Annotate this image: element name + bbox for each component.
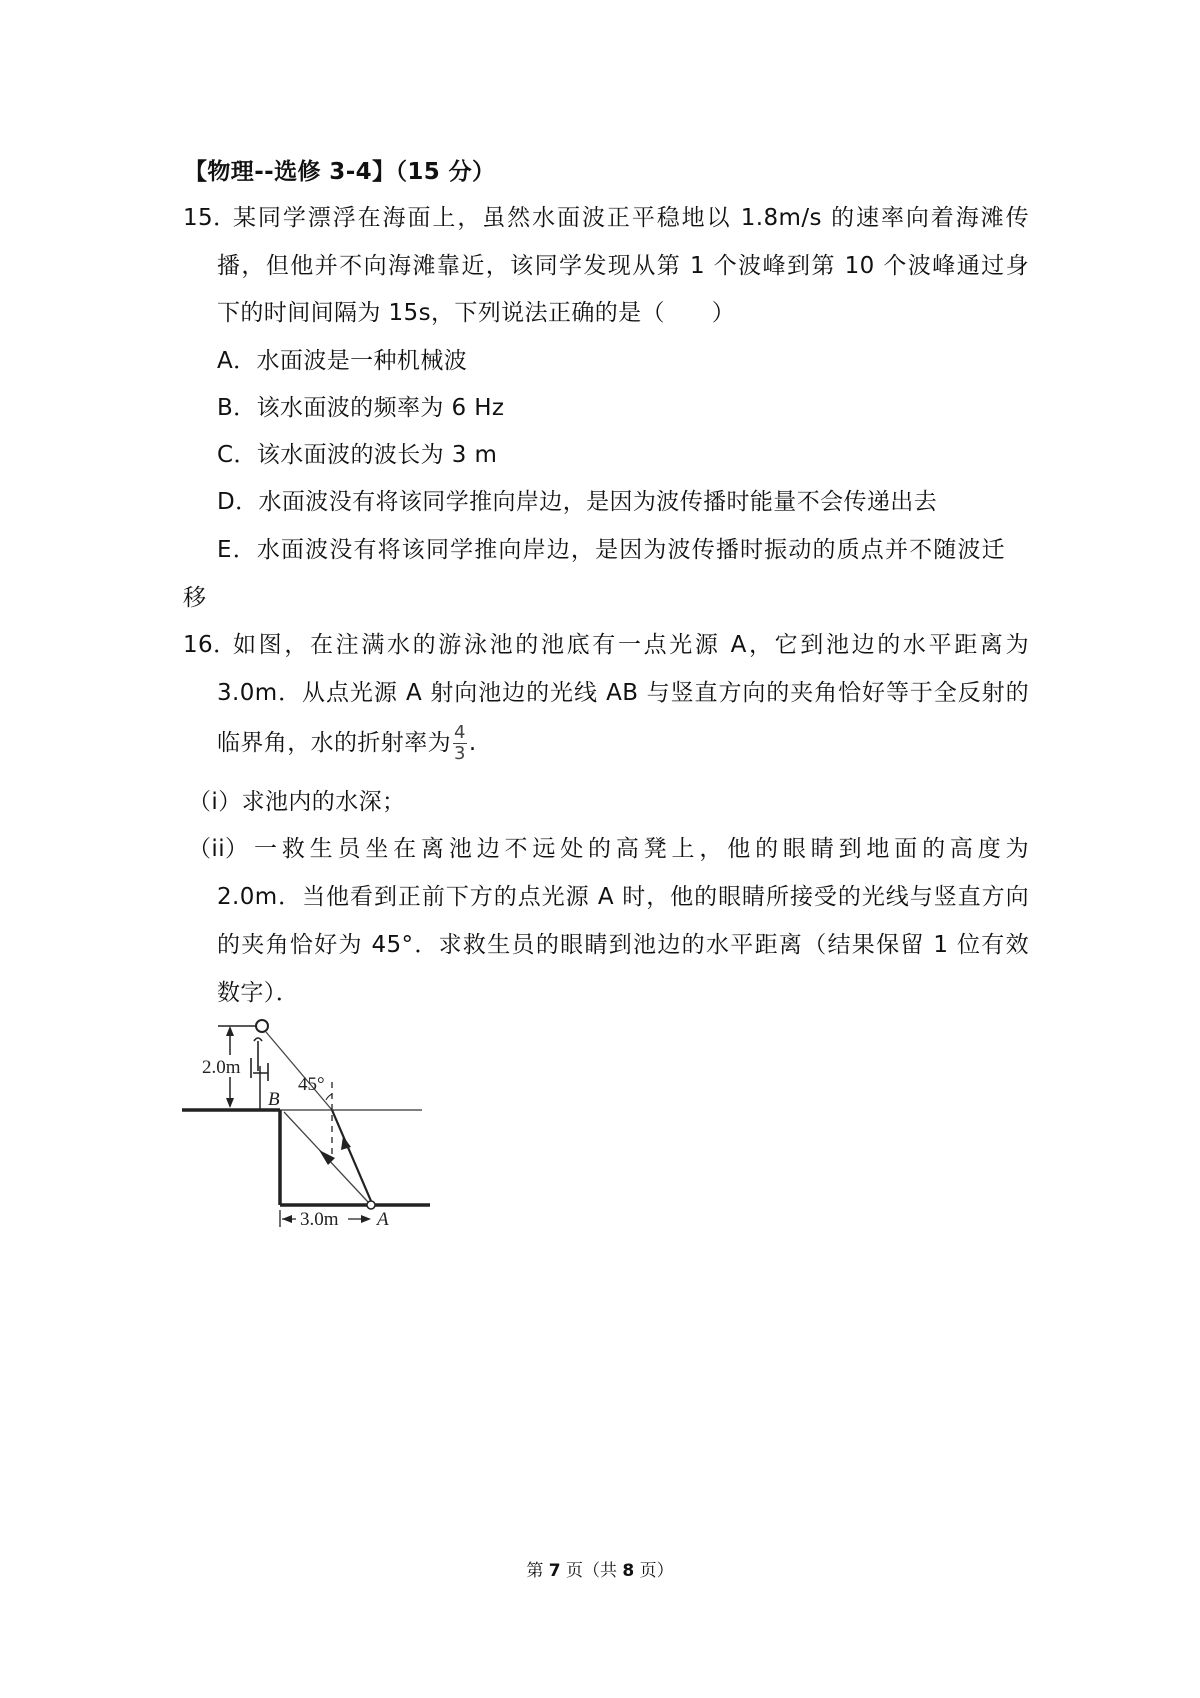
height-label: 2.0m [202,1057,241,1078]
q16-stem-line-3-prefix: 临界角，水的折射率为 [217,730,451,756]
angle-arc [326,1094,332,1100]
q16-stem-line-2: 3.0m．从点光源 A 射向池边的光线 AB 与竖直方向的夹角恰好等于全反射的 [217,680,1029,706]
footer-prefix: 第 [526,1561,544,1581]
height-arrow-up [226,1026,234,1036]
q15-stem-line-1: 某同学漂浮在海面上，虽然水面波正平稳地以 1.8m/s 的速率向着海滩传 [233,205,1029,231]
q16-part-ii-line-1: 一救生员坐在离池边不远处的高凳上，他的眼睛到地面的高度为 [254,836,1029,862]
q16-part-ii-line-4: 数字）． [217,980,300,1006]
footer-suffix: 页） [639,1561,674,1581]
section-heading-points: （15 分） [395,159,496,185]
q15-option-a: A．水面波是一种机械波 [217,348,468,374]
point-b-label: B [268,1089,280,1110]
q15-stem-line-2: 播，但他并不向海滩靠近，该同学发现从第 1 个波峰到第 10 个波峰通过身 [217,253,1029,279]
q15-option-e-line-2: 移 [183,585,207,611]
q16-stem-line-3-suffix: . [468,730,477,756]
q16-part-ii-label: （ii） [188,836,249,862]
q15-option-c: C．该水面波的波长为 3 m [217,442,498,468]
q15-number: 15． [183,205,237,231]
footer-page-number: 7 [548,1561,561,1581]
light-source-a-marker [367,1201,375,1209]
q15-option-b: B．该水面波的频率为 6 Hz [217,395,505,421]
q16-part-ii-line-3: 的夹角恰好为 45°．求救生员的眼睛到池边的水平距离（结果保留 1 位有效 [217,932,1029,958]
page-footer [0,1560,1200,1582]
lifeguard-eye-icon [256,1020,268,1032]
point-a-label: A [377,1209,389,1230]
section-heading [184,157,495,187]
footer-total-pages: 8 [622,1561,635,1581]
q16-stem-line-1: 如图，在注满水的游泳池的池底有一点光源 A，它到池边的水平距离为 [233,632,1029,658]
footer-middle: 页（共 [566,1561,617,1581]
distance-arrow-left [282,1215,292,1223]
height-arrow-down [226,1098,234,1108]
q16-number: 16． [183,632,237,658]
angle-label: 45° [298,1074,325,1095]
section-heading-title: 【物理--选修 3-4】 [184,159,396,185]
refractive-index-fraction [453,724,467,763]
ray-arrow-upward [341,1136,351,1150]
distance-label: 3.0m [300,1209,339,1230]
fraction-denominator: 3 [454,743,466,764]
q16-stem-line-3 [217,723,477,763]
q16-part-ii-line-2: 2.0m．当他看到正前下方的点光源 A 时，他的眼睛所接受的光线与竖直方向 [217,884,1029,910]
ray-surface-to-a [332,1110,371,1201]
q15-stem-line-3: 下的时间间隔为 15s，下列说法正确的是（ ） [217,300,736,326]
q15-option-d: D．水面波没有将该同学推向岸边，是因为波传播时能量不会传递出去 [217,489,938,515]
pool-diagram [180,1010,440,1240]
q16-part-i: （i）求池内的水深； [188,789,406,815]
fraction-numerator: 4 [454,722,466,743]
q15-option-e-line-1: E．水面波没有将该同学推向岸边，是因为波传播时振动的质点并不随波迁 [217,537,1005,563]
distance-arrow-right [361,1215,371,1223]
